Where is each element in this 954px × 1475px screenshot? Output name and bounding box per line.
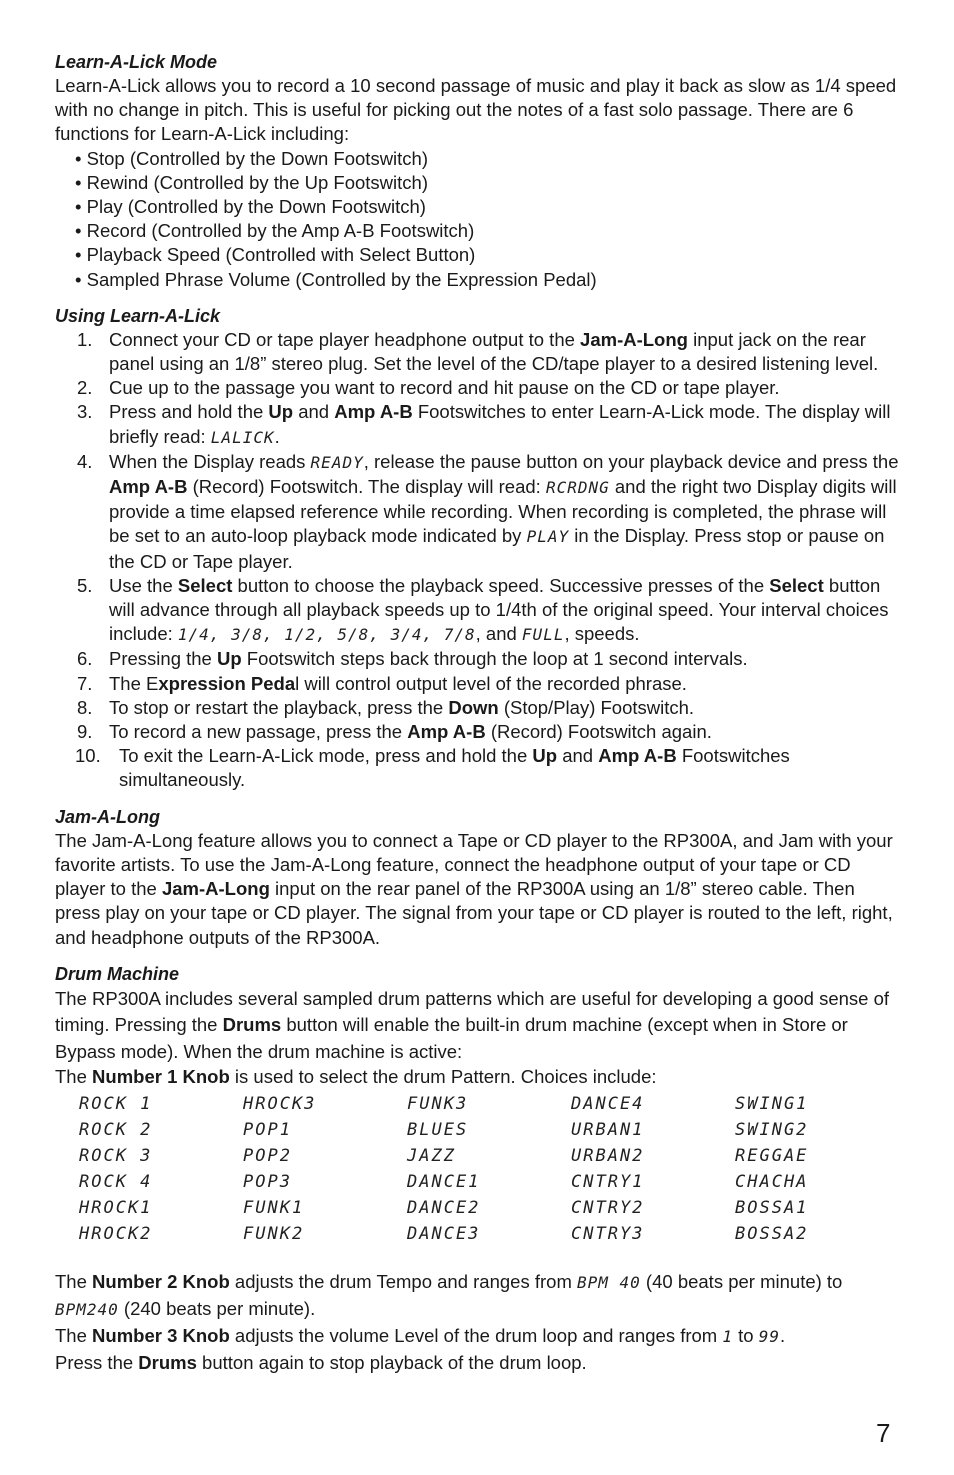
jam-heading: Jam-A-Long: [55, 806, 160, 827]
page-number: 7: [876, 1418, 891, 1448]
lal-heading: Learn-A-Lick Mode: [55, 52, 218, 72]
step-item: 6. Pressing the Up Footswitch steps back through the loop at 1 second intervals.: [77, 648, 748, 670]
step-item: 3. Press and hold the Up and Amp A-B Footswitches to enter Learn-A-Lick mode. The display will briefly read: LALICK.: [77, 401, 891, 447]
table-row: ROCK 3 POP2 JAZZ URBAN2 REGGAE: [79, 1146, 809, 1167]
list-item: • Stop (Controlled by the Down Footswitch): [75, 147, 905, 171]
list-item: • Record (Controlled by the Amp A-B Footswitch): [75, 219, 905, 243]
step-item: 1. Connect your CD or tape player headphone output to the Jam-A-Long input jack on the rear panel using an 1/8” stereo plug. Set the level of the CD/tape player to a desired listening level.: [77, 328, 879, 375]
lcd-text: 99: [758, 1327, 780, 1347]
step-item: 2. Cue up to the passage you want to record and hit pause on the CD or tape player.: [77, 377, 780, 399]
step-item: 7. The Expression Pedal will control output level of the recorded phrase.: [77, 672, 687, 694]
lal-function-list: [55, 147, 905, 292]
drum-pattern-table: [79, 1091, 899, 1247]
lcd-text: READY: [310, 452, 364, 472]
drum-knob2: The Number 2 Knob adjusts the drum Tempo and ranges from BPM 40 (40 beats per minute) to BPM240 (240 beats per minute).: [55, 1271, 843, 1320]
table-row: ROCK 1 HROCK3 FUNK3 DANCE4 SWING1: [79, 1094, 809, 1115]
lcd-text: 1/4, 3/8, 1/2, 5/8, 3/4, 7/8: [177, 625, 476, 645]
lcd-text: FULL: [521, 625, 565, 645]
jam-paragraph: The Jam-A-Long feature allows you to connect a Tape or CD player to the RP300A, and Jam with your favorite artists. To use the Jam-A-Long feature, connect the headphone output of your tape or CD player to the Jam-A-Long input on the rear panel of the RP300A using an 1/8” stereo cable. Then press play on your tape or CD player. The signal from your tape or CD player is routed to the left, right, and headphone outputs of the RP300A.: [55, 829, 893, 948]
drum-intro: The RP300A includes several sampled drum patterns which are useful for developing a good sense of timing. Pressing the Drums button will enable the built-in drum machine (except when in Store or Bypass mode). When the drum machine is active:: [55, 987, 890, 1062]
step-item: 9. To record a new passage, press the Amp A-B (Record) Footswitch again.: [77, 721, 712, 743]
table-row: HROCK2 FUNK2 DANCE3 CNTRY3 BOSSA2: [79, 1224, 809, 1245]
lcd-text: BPM240: [55, 1300, 119, 1320]
lcd-text: RCRDNG: [545, 478, 610, 498]
table-row: HROCK1 FUNK1 DANCE2 CNTRY2 BOSSA1: [79, 1198, 809, 1219]
drum-knob1: The Number 1 Knob is used to select the drum Pattern. Choices include:: [55, 1066, 657, 1088]
table-row: ROCK 4 POP3 DANCE1 CNTRY1 CHACHA: [79, 1172, 809, 1193]
list-item: • Play (Controlled by the Down Footswitch): [75, 195, 905, 219]
list-item: • Sampled Phrase Volume (Controlled by the Expression Pedal): [75, 268, 905, 292]
step-item: 4. When the Display reads READY, release the pause button on your playback device and press the Amp A-B (Record) Footswitch. The display will read: RCRDNG and the right two Display digits will provide a time elapsed reference while recording. When recording is completed, the phrase will be set to an auto-loop playback mode indicated by PLAY in the Display. Press stop or pause on the CD or Tape player.: [77, 450, 899, 572]
lal-intro: Learn-A-Lick allows you to record a 10 second passage of music and play it back as slow as 1/4 speed with no change in pitch. This is useful for picking out the notes of a fast solo passage. There are 6 functions for Learn-A-Lick including:: [55, 75, 897, 145]
drum-knob3: The Number 3 Knob adjusts the volume Level of the drum loop and ranges from 1 to 99. Press the Drums button again to stop playback of the drum loop.: [55, 1325, 786, 1374]
lcd-text: BPM 40: [577, 1273, 641, 1293]
list-item: • Playback Speed (Controlled with Select Button): [75, 243, 905, 267]
list-item: • Rewind (Controlled by the Up Footswitch): [75, 171, 905, 195]
table-row: ROCK 2 POP1 BLUES URBAN1 SWING2: [79, 1120, 809, 1141]
drum-heading: Drum Machine: [55, 963, 180, 984]
lcd-text: LALICK: [210, 427, 275, 447]
lcd-text: PLAY: [526, 527, 570, 547]
step-item: 5. Use the Select button to choose the playback speed. Successive presses of the Select button will advance through all playback speeds up to 1/4th of the original speed. Your interval choices include: 1/4, 3/8, 1/2, 5/8, 3/4, 7/8, and FULL, speeds.: [77, 574, 889, 645]
manual-page: [55, 50, 905, 1376]
using-heading: Using Learn-A-Lick: [55, 305, 221, 326]
step-item: 8. To stop or restart the playback, press the Down (Stop/Play) Footswitch.: [77, 696, 695, 718]
using-steps: [55, 328, 905, 793]
step-item: 10. To exit the Learn-A-Lick mode, press and hold the Up and Amp A-B Footswitches simultaneously.: [75, 745, 790, 791]
lcd-text: 1: [722, 1327, 733, 1347]
